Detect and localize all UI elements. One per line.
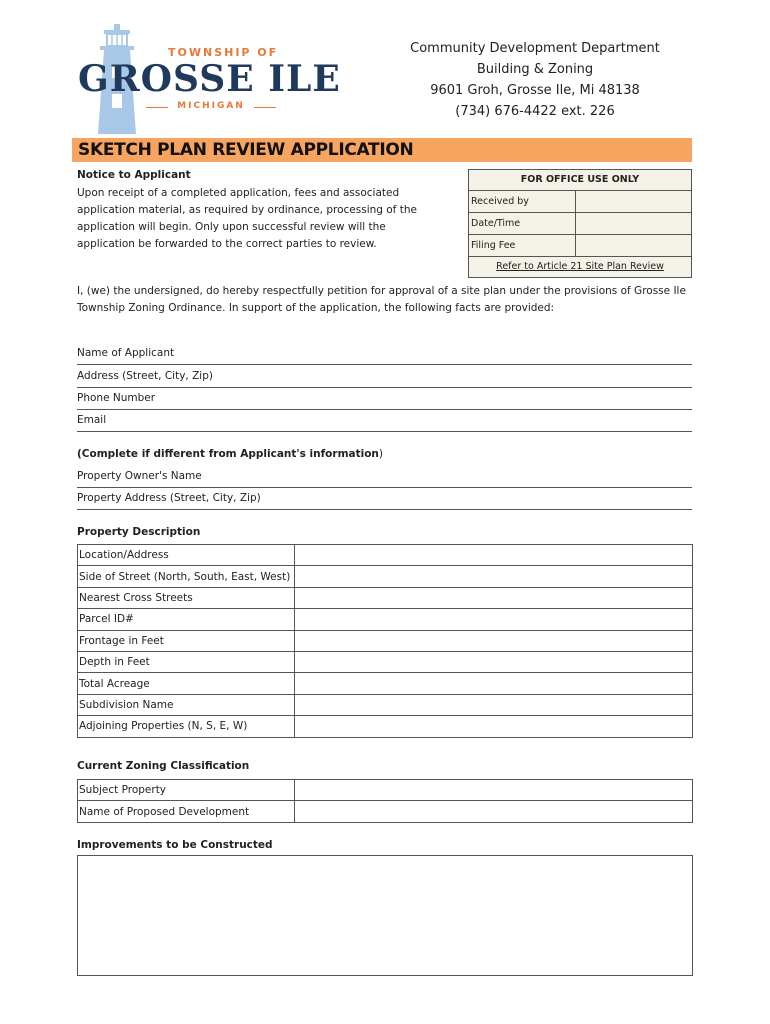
table-row [78, 673, 693, 694]
table-row [78, 587, 693, 608]
owner-name-field[interactable]: Property Owner's Name [77, 466, 692, 488]
frontage-input[interactable] [295, 630, 693, 651]
office-use-heading: FOR OFFICE USE ONLY [469, 170, 691, 191]
office-row [469, 235, 691, 257]
row-label: Subdivision Name [78, 694, 295, 715]
proposed-development-input[interactable] [295, 801, 693, 822]
office-row-label: Date/Time [469, 213, 576, 234]
improvements-textarea[interactable] [77, 855, 693, 976]
owner-section-heading [77, 448, 383, 460]
parcel-id-input[interactable] [295, 609, 693, 630]
property-description-heading: Property Description [77, 526, 201, 538]
improvements-heading: Improvements to be Constructed [77, 839, 273, 851]
subdivision-input[interactable] [295, 694, 693, 715]
applicant-phone-field[interactable]: Phone Number [77, 388, 692, 410]
office-use-box [468, 169, 692, 278]
phone-number: (734) 676-4422 ext. 226 [455, 104, 615, 119]
table-row [78, 545, 693, 566]
owner-heading-close: ) [378, 448, 384, 460]
office-row [469, 191, 691, 213]
row-label: Side of Street (North, South, East, West) [78, 566, 295, 587]
owner-heading-text: (Complete if different from Applicant's information [77, 448, 379, 460]
department-name: Community Development Department [410, 41, 660, 56]
table-row [78, 801, 693, 822]
table-row [78, 716, 693, 737]
logo-state: MICHIGAN [146, 101, 276, 111]
row-label: Parcel ID# [78, 609, 295, 630]
logo-name: GROSSE ILE [78, 58, 341, 100]
page-title: SKETCH PLAN REVIEW APPLICATION [78, 140, 414, 160]
property-description-table [77, 544, 693, 738]
petition-text: I, (we) the undersigned, do hereby respectfully petition for approval of a site plan under the provisions of Grosse Ile Township Zoning Ordinance. In support of the application, the following facts are provided: [77, 285, 686, 314]
row-label: Location/Address [78, 545, 295, 566]
row-label: Nearest Cross Streets [78, 587, 295, 608]
table-row [78, 609, 693, 630]
row-label: Adjoining Properties (N, S, E, W) [78, 716, 295, 737]
acreage-input[interactable] [295, 673, 693, 694]
table-row [78, 630, 693, 651]
department-address [400, 38, 670, 122]
office-row-label: Filing Fee [469, 235, 576, 256]
office-row-label: Received by [469, 191, 576, 212]
table-row [78, 651, 693, 672]
side-of-street-input[interactable] [295, 566, 693, 587]
zoning-heading: Current Zoning Classification [77, 760, 250, 772]
row-label: Frontage in Feet [78, 630, 295, 651]
location-input[interactable] [295, 545, 693, 566]
subject-property-input[interactable] [295, 780, 693, 801]
table-row [78, 566, 693, 587]
zoning-table [77, 779, 693, 823]
depth-input[interactable] [295, 651, 693, 672]
owner-address-field[interactable]: Property Address (Street, City, Zip) [77, 488, 692, 510]
adjoining-input[interactable] [295, 716, 693, 737]
notice-body: Upon receipt of a completed application, fees and associated application material, as required by ordinance, processing of the application will begin. Only upon successful review will the application be forwarded to the correct parties to review. [77, 187, 417, 250]
applicant-email-field[interactable]: Email [77, 410, 692, 432]
title-banner [72, 138, 692, 162]
row-label: Total Acreage [78, 673, 295, 694]
row-label: Subject Property [78, 780, 295, 801]
date-time-field[interactable] [576, 213, 691, 234]
row-label: Depth in Feet [78, 651, 295, 672]
table-row [78, 694, 693, 715]
logo-township-of: TOWNSHIP OF [168, 46, 279, 59]
street-address: 9601 Groh, Grosse Ile, Mi 48138 [430, 83, 640, 98]
received-by-field[interactable] [576, 191, 691, 212]
office-row [469, 213, 691, 235]
cross-streets-input[interactable] [295, 587, 693, 608]
notice-heading: Notice to Applicant [77, 169, 191, 181]
applicant-name-field[interactable]: Name of Applicant [77, 343, 692, 365]
article-21-link[interactable]: Refer to Article 21 Site Plan Review [496, 261, 664, 272]
applicant-address-field[interactable]: Address (Street, City, Zip) [77, 366, 692, 388]
row-label: Name of Proposed Development [78, 801, 295, 822]
filing-fee-field[interactable] [576, 235, 691, 256]
table-row [78, 780, 693, 801]
division-name: Building & Zoning [476, 62, 594, 77]
